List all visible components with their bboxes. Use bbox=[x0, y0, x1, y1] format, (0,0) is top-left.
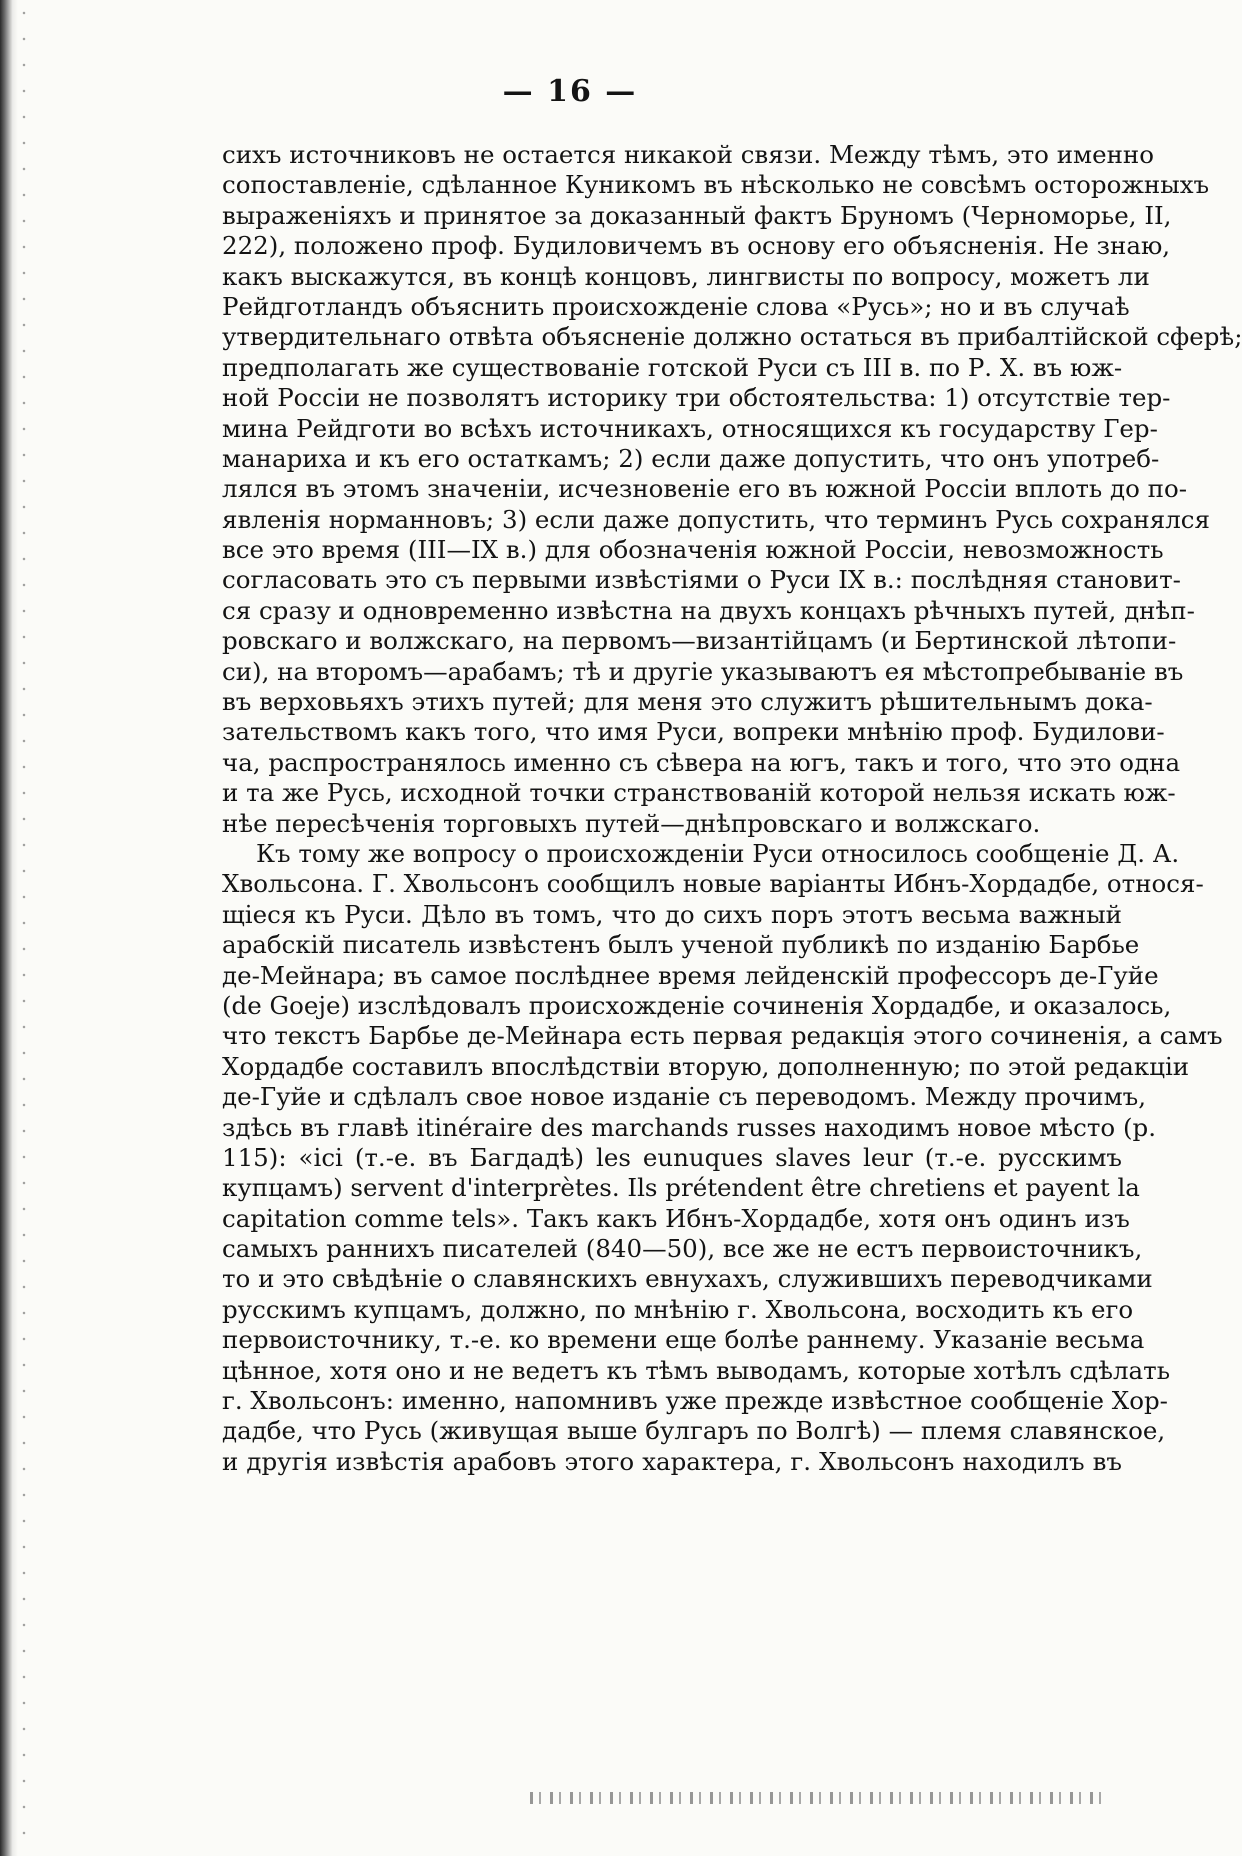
text-line: арабскій писатель извѣстенъ былъ ученой публикѣ по изданію Барбье bbox=[222, 930, 1140, 960]
text-line: (de Goeje) изслѣдовалъ происхожденіе сочиненія Хордадбе, и оказалось, bbox=[222, 990, 1172, 1020]
text-line: ной Россіи не позволятъ историку три обстоятельства: 1) отсутствіе тер- bbox=[222, 383, 1171, 413]
text-line: все это время (III—IX в.) для обозначенія южной Россіи, невозможность bbox=[222, 535, 1164, 565]
text-line: первоисточнику, т.-е. ко времени еще болѣе раннему. Указаніе весьма bbox=[222, 1325, 1145, 1355]
text-line: какъ выскажутся, въ концѣ концовъ, лингвисты по вопросу, можетъ ли bbox=[222, 261, 1150, 291]
text-line-paragraph-end: нѣе пересѣченія торговыхъ путей—днѣпровскаго и волжскаго. bbox=[222, 808, 1041, 838]
text-line: сихъ источниковъ не остается никакой связи. Между тѣмъ, это именно bbox=[222, 140, 1155, 169]
text-line: что текстъ Барбье де-Мейнара есть первая редакція этого сочиненія, а самъ bbox=[222, 1021, 1223, 1051]
text-line: ровскаго и волжскаго, на первомъ—византійцамъ (и Бертинской лѣтопи- bbox=[222, 626, 1177, 656]
text-line: здѣсь въ главѣ itinéraire des marchands russes находимъ новое мѣсто (р. bbox=[222, 1112, 1157, 1142]
text-line: русскимъ купцамъ, должно, по мнѣнію г. Хвольсона, восходить къ его bbox=[222, 1294, 1134, 1324]
text-line: си), на второмъ—арабамъ; тѣ и другіе указываютъ ея мѣстопребываніе въ bbox=[222, 656, 1184, 686]
text-line: capitation comme tels». Такъ какъ Ибнъ-Хордадбе, хотя онъ одинъ изъ bbox=[222, 1203, 1130, 1233]
text-line: 115): «ici (т.-е. въ Багдадѣ) les eunuques slaves leur (т.-е. русскимъ bbox=[222, 1142, 1122, 1172]
text-line: 222), положено проф. Будиловичемъ въ основу его объясненія. Не знаю, bbox=[222, 231, 1171, 261]
text-line: и другія извѣстія арабовъ этого характера, г. Хвольсонъ находилъ въ bbox=[222, 1446, 1122, 1476]
print-smudge bbox=[530, 1792, 1110, 1804]
text-line: манариха и къ его остаткамъ; 2) если даже допустить, что онъ употреб- bbox=[222, 443, 1160, 473]
text-line: ся сразу и одновременно извѣстна на двухъ концахъ рѣчныхъ путей, днѣп- bbox=[222, 595, 1195, 625]
text-line: де-Мейнара; въ самое послѣднее время лейденскій профессоръ де-Гуйе bbox=[222, 960, 1159, 990]
text-line: выраженіяхъ и принятое за доказанный фактъ Бруномъ (Черноморье, II, bbox=[222, 200, 1172, 230]
text-line: г. Хвольсонъ: именно, напомнивъ уже прежде извѣстное сообщеніе Хор- bbox=[222, 1386, 1168, 1416]
text-line: сопоставленіе, сдѣланное Куникомъ въ нѣсколько не совсѣмъ осторожныхъ bbox=[222, 170, 1210, 200]
text-line: Хордадбе составилъ впослѣдствіи вторую, дополненную; по этой редакціи bbox=[222, 1051, 1190, 1081]
text-line: въ верховьяхъ этихъ путей; для меня это служитъ рѣшительнымъ дока- bbox=[222, 687, 1153, 717]
text-line: щіеся къ Руси. Дѣло въ томъ, что до сихъ поръ этотъ весьма важный bbox=[222, 899, 1122, 929]
text-line: утвердительнаго отвѣта объясненіе должно остаться въ прибалтійской сферѣ; bbox=[222, 322, 1242, 352]
text-line: Хвольсона. Г. Хвольсонъ сообщилъ новые варіанты Ибнъ-Хордадбе, относя- bbox=[222, 869, 1204, 899]
text-line: ча, распространялось именно съ сѣвера на югъ, такъ и того, что это одна bbox=[222, 747, 1181, 777]
text-line: то и это свѣдѣніе о славянскихъ евнухахъ, служившихъ переводчиками bbox=[222, 1264, 1153, 1294]
text-line: и та же Русь, исходной точки странствованій которой нельзя искать юж- bbox=[222, 778, 1176, 808]
text-line: мина Рейдготи во всѣхъ источникахъ, относящихся къ государству Гер- bbox=[222, 413, 1158, 443]
spine-stipple bbox=[18, 0, 30, 1856]
text-line: купцамъ) servent d'interprètes. Ils prétendent être chretiens et payent la bbox=[222, 1173, 1140, 1203]
text-line: зательствомъ какъ того, что имя Руси, вопреки мнѣнію проф. Будилови- bbox=[222, 717, 1165, 747]
book-spine-shadow bbox=[0, 0, 18, 1856]
text-line: дадбе, что Русь (живущая выше булгаръ по Волгѣ) — племя славянское, bbox=[222, 1416, 1166, 1446]
text-line: явленія норманновъ; 3) если даже допустить, что терминъ Русь сохранялся bbox=[222, 504, 1210, 534]
text-line: Рейдготландъ объяснить происхожденіе слова «Русь»; но и въ случаѣ bbox=[222, 291, 1130, 321]
text-line: де-Гуйе и сдѣлалъ свое новое изданіе съ переводомъ. Между прочимъ, bbox=[222, 1082, 1147, 1112]
text-line: лялся въ этомъ значеніи, исчезновеніе его въ южной Россіи вплоть до по- bbox=[222, 474, 1188, 504]
text-line: самыхъ раннихъ писателей (840—50), все же не естъ первоисточникъ, bbox=[222, 1234, 1143, 1264]
text-line-paragraph-start: Къ тому же вопросу о происхожденіи Руси относилось сообщеніе Д. А. bbox=[256, 838, 1180, 868]
text-line: согласовать это съ первыми извѣстіями о Руси IX в.: послѣдняя становит- bbox=[222, 565, 1181, 595]
text-line: цѣнное, хотя оно и не ведетъ къ тѣмъ выводамъ, которые хотѣлъ сдѣлать bbox=[222, 1355, 1171, 1385]
body-text bbox=[222, 140, 1242, 1477]
text-line: предполагать же существованіе готской Руси съ III в. по Р. Х. въ юж- bbox=[222, 352, 1123, 382]
page-number: — 16 — bbox=[502, 74, 638, 109]
